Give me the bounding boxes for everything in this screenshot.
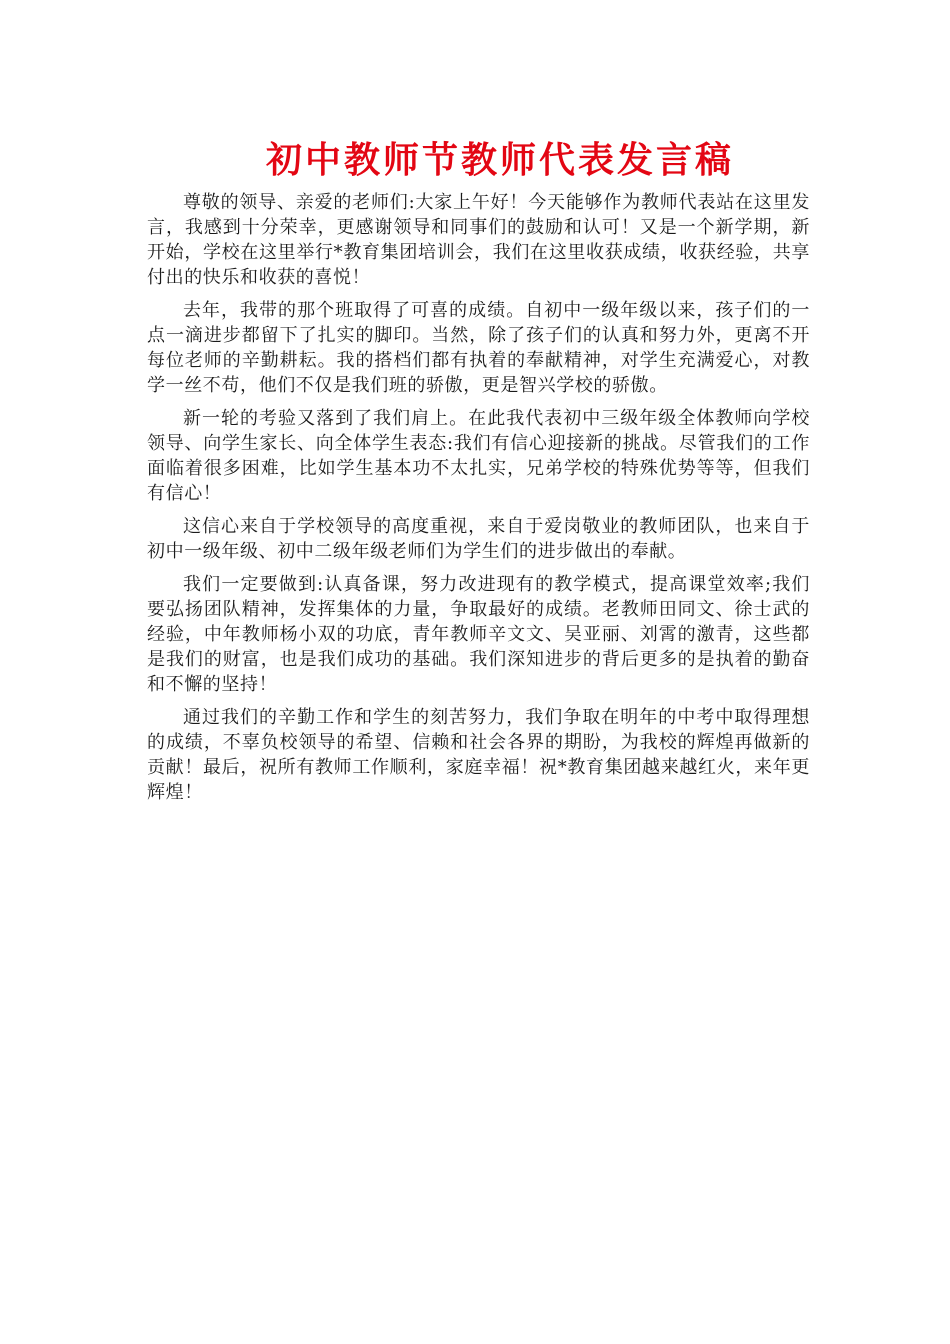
document-title: 初中教师节教师代表发言稿 xyxy=(265,139,734,181)
document-body xyxy=(147,190,810,813)
paragraph-greeting: 尊敬的领导、亲爱的老师们:大家上午好！今天能够作为教师代表站在这里发言，我感到十分荣幸，更感谢领导和同事们的鼓励和认可！又是一个新学期，新开始，学校在这里举行*教育集团培训会，我们在这里收获成绩，收获经验，共享付出的快乐和收获的喜悦！ xyxy=(147,192,810,288)
paragraph-confidence: 这信心来自于学校领导的高度重视，来自于爱岗敬业的教师团队，也来自于初中一级年级、初中二级年级老师们为学生们的进步做出的奉献。 xyxy=(147,516,810,562)
paragraph-new-challenge: 新一轮的考验又落到了我们肩上。在此我代表初中三级年级全体教师向学校领导、向学生家长、向全体学生表态:我们有信心迎接新的挑战。尽管我们的工作面临着很多困难，比如学生基本功不太扎实，兄弟学校的特殊优势等等，但我们有信心！ xyxy=(147,408,810,504)
paragraph-commitments: 我们一定要做到:认真备课，努力改进现有的教学模式，提高课堂效率;我们要弘扬团队精神，发挥集体的力量，争取最好的成绩。老教师田同文、徐士武的经验，中年教师杨小双的功底，青年教师辛文文、吴亚丽、刘霄的激青，这些都是我们的财富，也是我们成功的基础。我们深知进步的背后更多的是执着的勤奋和不懈的坚持！ xyxy=(147,574,810,695)
paragraph-closing: 通过我们的辛勤工作和学生的刻苦努力，我们争取在明年的中考中取得理想的成绩，不辜负校领导的希望、信赖和社会各界的期盼，为我校的辉煌再做新的贡献！最后，祝所有教师工作顺利，家庭幸福！祝*教育集团越来越红火，来年更辉煌！ xyxy=(147,707,810,803)
paragraph-last-year: 去年，我带的那个班取得了可喜的成绩。自初中一级年级以来，孩子们的一点一滴进步都留下了扎实的脚印。当然，除了孩子们的认真和努力外，更离不开每位老师的辛勤耕耘。我的搭档们都有执着的奉献精神，对学生充满爱心，对教学一丝不苟，他们不仅是我们班的骄傲，更是智兴学校的骄傲。 xyxy=(147,300,810,396)
